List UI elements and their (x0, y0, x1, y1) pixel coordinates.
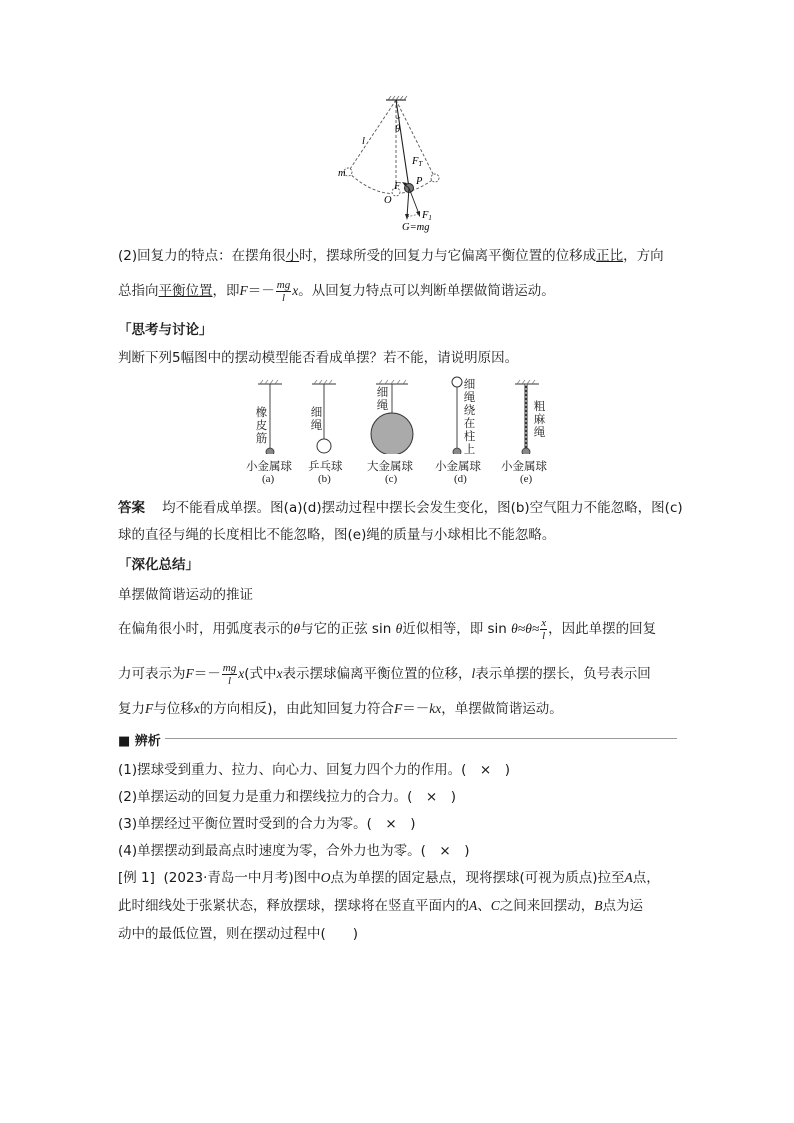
var-x: x (292, 283, 299, 298)
example-line1 (118, 868, 660, 888)
text: 点为运 (602, 898, 644, 914)
numerator: x (541, 616, 547, 629)
text: 力可表示为 (118, 666, 186, 682)
text: ＝－ (402, 701, 430, 717)
model-d-string-label: 细绳绕在柱上 (463, 377, 476, 456)
model-e-caption: 小金属球 (501, 459, 547, 473)
text: 点为单摆的固定悬点，现将摆球(可视为质点)拉至 (330, 870, 625, 886)
fraction-x-over-l (540, 617, 547, 642)
model-a-string-label: 橡皮筋 (255, 405, 268, 445)
section2-line2 (118, 276, 555, 306)
var-theta: θ (293, 621, 301, 636)
label-G: G=mg (402, 222, 430, 233)
summary-p1 (118, 614, 656, 644)
five-pendulum-models (248, 376, 558, 454)
text: ，单摆做简谐运动。 (441, 701, 563, 717)
model-d-tag: (d) (454, 473, 467, 485)
var-theta: θ (395, 621, 403, 636)
label-theta: θ (395, 124, 401, 135)
var-F: F (185, 666, 194, 681)
model-b-tag: (b) (318, 473, 331, 485)
label-P: P (416, 176, 423, 187)
numerator: mg (276, 278, 291, 291)
var-C: C (490, 898, 500, 913)
example-label: [例 1] (118, 870, 155, 886)
example-source: (2023·青岛一中月考) (163, 870, 294, 886)
var-kx: kx (429, 701, 442, 716)
fraction-mg-over-l (222, 662, 237, 687)
text: ，因此单摆的回复 (548, 621, 657, 637)
text: 表示单摆的摆长，负号表示回 (475, 666, 651, 682)
var-B: B (594, 898, 603, 913)
label-l: l (362, 136, 365, 147)
text: ，即 (212, 283, 240, 299)
text: (2)回复力的特点：在摆角很 (118, 248, 286, 264)
denominator: l (542, 629, 546, 642)
denominator: l (281, 291, 285, 304)
section2-line1 (118, 246, 664, 266)
text: 在偏角很小时，用弧度表示的 (118, 621, 294, 637)
model-c-caption: 大金属球 (367, 459, 413, 473)
var-O: O (320, 870, 331, 885)
var-A: A (469, 898, 478, 913)
think-prompt: 判断下列5幅图中的摆动模型能否看成单摆？若不能，请说明原因。 (118, 350, 519, 366)
text: 此时细线处于张紧状态，释放摆球，摆球将在竖直平面内的 (118, 898, 469, 914)
text: ＝－ (247, 283, 275, 299)
text: 。从回复力特点可以判断单摆做简谐运动。 (298, 283, 555, 299)
example-line2 (118, 896, 643, 916)
underlined-keyword: 正比 (596, 248, 624, 264)
think-heading: 「思考与讨论」 (118, 322, 213, 338)
judge-item-3: (3)单摆经过平衡位置时受到的合力为零。( × ) (118, 816, 416, 832)
model-e-tag: (e) (520, 473, 533, 485)
underlined-keyword: 小 (285, 248, 300, 264)
text: 点， (632, 870, 660, 886)
approx-chain: θ≈θ≈ (511, 621, 540, 636)
text: 之间来回摆动， (499, 898, 595, 914)
pendulum-force-diagram (330, 92, 460, 242)
text: ，方向 (623, 248, 664, 264)
text: 时，摆球所受的回复力与它偏离平衡位置的位移成 (299, 248, 597, 264)
label-m: m (338, 168, 346, 179)
var-F: F (145, 701, 154, 716)
answer-line2: 球的直径与绳的长度相比不能忽略，图(e)绳的质量与小球相比不能忽略。 (118, 527, 556, 543)
model-c-tag: (c) (385, 473, 398, 485)
model-b-string-label: 细绳 (310, 405, 323, 432)
judge-item-1: (1)摆球受到重力、拉力、向心力、回复力四个力的作用。( × ) (118, 762, 510, 778)
text: 表示摆球偏离平衡位置的位移， (282, 666, 472, 682)
var-l: l (471, 666, 476, 681)
text: 、 (477, 898, 491, 914)
fraction-mg-over-l (276, 279, 291, 304)
answer-text: 均不能看成单摆。图(a)(d)摆动过程中摆长会发生变化，图(b)空气阻力不能忽略，图(c) (162, 500, 683, 516)
underlined-keyword: 平衡位置 (158, 283, 213, 299)
model-a-tag: (a) (262, 473, 275, 485)
text: 复力 (118, 701, 145, 717)
text: 总指向 (118, 283, 159, 299)
text: (式中 (244, 666, 277, 682)
text: 与位移 (153, 701, 194, 717)
model-d-caption: 小金属球 (435, 459, 481, 473)
text: 的方向相反)，由此知回复力符合 (199, 701, 395, 717)
denominator: l (227, 674, 231, 687)
numerator: mg (222, 661, 237, 674)
var-A: A (624, 870, 633, 885)
summary-p2 (118, 659, 651, 689)
model-e-string-label: 粗麻绳 (533, 399, 546, 439)
answer-label: 答案 (118, 500, 145, 516)
summary-heading: 「深化总结」 (118, 557, 199, 573)
example-line3: 动中的最低位置，则在摆动过程中( ) (118, 926, 359, 942)
text: 图中 (293, 870, 321, 886)
text: 近似相等，即 sin (402, 621, 512, 637)
label-FT: FT (412, 156, 423, 168)
label-O: O (384, 195, 392, 206)
var-F: F (394, 701, 403, 716)
text: ＝－ (193, 666, 221, 682)
var-F: F (239, 283, 248, 298)
summary-p3 (118, 699, 563, 719)
answer-line1 (118, 498, 683, 518)
judge-item-4: (4)单摆摆动到最高点时速度为零，合外力也为零。( × ) (118, 843, 470, 859)
judge-divider (165, 738, 677, 739)
text: 与它的正弦 sin (300, 621, 396, 637)
label-F1: F1 (422, 210, 432, 222)
judge-item-2: (2)单摆运动的回复力是重力和摆线拉力的合力。( × ) (118, 789, 456, 805)
var-x: x (276, 666, 283, 681)
var-x: x (238, 666, 245, 681)
var-x: x (193, 701, 200, 716)
model-c-string-label: 细绳 (376, 385, 389, 412)
judge-label: ■ 辨析 (118, 734, 161, 749)
model-a-caption: 小金属球 (246, 459, 292, 473)
label-F: F (394, 181, 401, 192)
summary-subtitle: 单摆做简谐运动的推证 (118, 587, 253, 603)
model-b-caption: 乒乓球 (308, 459, 343, 473)
